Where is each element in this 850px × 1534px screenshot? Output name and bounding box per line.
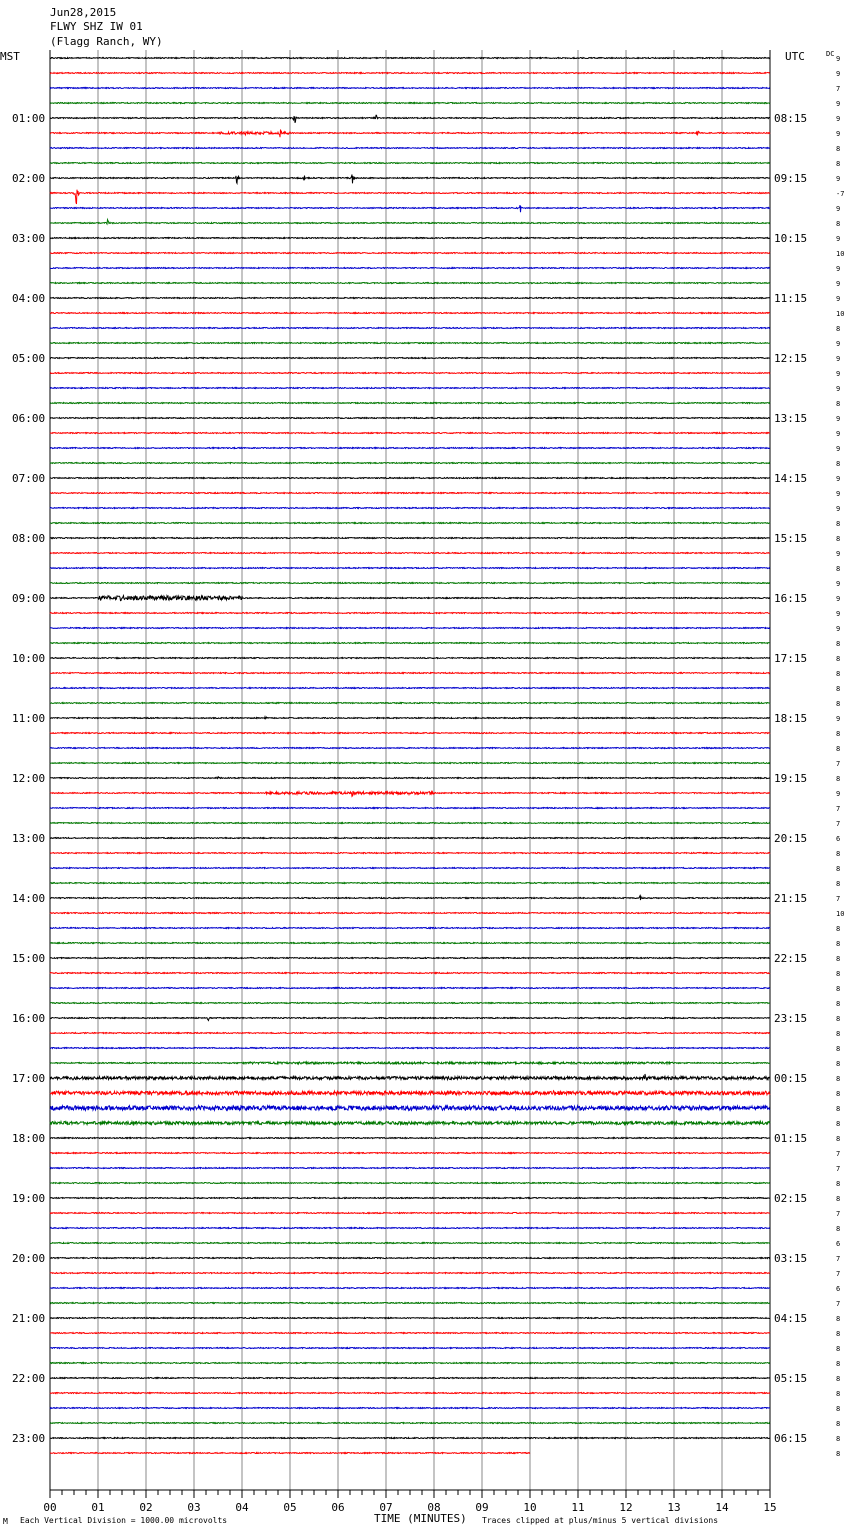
dc-offset-label: 8 — [836, 1315, 841, 1323]
x-tick-label: 00 — [43, 1501, 57, 1514]
dc-offset-label: 7 — [836, 1300, 841, 1308]
dc-offset-label: 8 — [836, 670, 841, 678]
mst-hour-label: 23:00 — [12, 1432, 46, 1445]
trace-line-8 — [50, 163, 770, 164]
trace-line-32 — [50, 523, 770, 524]
header-date: Jun28,2015 — [50, 6, 117, 19]
trace-line-48 — [50, 763, 770, 764]
trace-line-60 — [50, 943, 770, 944]
trace-line-27 — [50, 448, 770, 449]
dc-offset-label: 9 — [836, 430, 841, 438]
trace-line-50 — [50, 791, 770, 796]
dc-offset-label: 8 — [836, 1420, 841, 1428]
dc-offset-label: 8 — [836, 925, 841, 933]
dc-offset-label: 8 — [836, 520, 841, 528]
trace-line-87 — [50, 1348, 770, 1349]
x-tick-label: 04 — [235, 1501, 249, 1514]
trace-line-91 — [50, 1408, 770, 1409]
trace-line-88 — [50, 1363, 770, 1364]
x-tick-label: 01 — [91, 1501, 105, 1514]
x-tick-label: 14 — [715, 1501, 729, 1514]
trace-line-83 — [50, 1288, 770, 1289]
dc-offset-label: 8 — [836, 745, 841, 753]
dc-offset-label: 9 — [836, 475, 841, 483]
mst-hour-label: 16:00 — [12, 1012, 46, 1025]
dc-offset-label: 8 — [836, 400, 841, 408]
trace-line-90 — [50, 1393, 770, 1394]
trace-line-92 — [50, 1423, 770, 1424]
dc-offset-label: 10 — [836, 310, 845, 318]
dc-offset-label: 9 — [836, 370, 841, 378]
x-tick-label: 15 — [763, 1501, 777, 1514]
trace-line-28 — [50, 463, 770, 464]
trace-line-74 — [50, 1153, 770, 1154]
dc-offset-label: 7 — [836, 1270, 841, 1278]
x-tick-label: 05 — [283, 1501, 297, 1514]
trace-line-44 — [50, 703, 770, 704]
trace-line-63 — [50, 988, 770, 989]
trace-line-30 — [50, 493, 770, 494]
mst-hour-label: 09:00 — [12, 592, 46, 605]
dc-offset-label: 8 — [836, 730, 841, 738]
dc-offset-label: 7 — [836, 1255, 841, 1263]
header-station: FLWY SHZ IW 01 — [50, 20, 143, 33]
dc-offset-label: 8 — [836, 1015, 841, 1023]
trace-line-47 — [50, 748, 770, 749]
mst-hour-label: 03:00 — [12, 232, 46, 245]
utc-hour-label: 20:15 — [774, 832, 808, 845]
trace-line-86 — [50, 1333, 770, 1334]
trace-line-16 — [50, 283, 770, 284]
dc-offset-label: 9 — [836, 70, 841, 78]
trace-line-57 — [50, 896, 770, 900]
utc-hour-label: 14:15 — [774, 472, 808, 485]
dc-offset-label: 9 — [836, 295, 841, 303]
dc-offset-label: 8 — [836, 1075, 841, 1083]
utc-hour-label: 01:15 — [774, 1132, 808, 1145]
trace-line-66 — [50, 1033, 770, 1034]
mst-hour-label: 08:00 — [12, 532, 46, 545]
trace-line-14 — [50, 253, 770, 254]
trace-line-68 — [50, 1062, 770, 1064]
dc-offset-label: 8 — [836, 970, 841, 978]
dc-offset-label: 8 — [836, 535, 841, 543]
trace-line-54 — [50, 853, 770, 854]
x-tick-label: 02 — [139, 1501, 153, 1514]
trace-line-35 — [50, 568, 770, 569]
trace-line-55 — [50, 868, 770, 869]
trace-line-78 — [50, 1213, 770, 1214]
mst-hour-label: 21:00 — [12, 1312, 46, 1325]
trace-line-70 — [50, 1091, 770, 1096]
utc-hour-label: 00:15 — [774, 1072, 808, 1085]
dc-offset-label: 9 — [836, 550, 841, 558]
x-tick-label: 10 — [523, 1501, 537, 1514]
trace-line-9 — [50, 175, 770, 184]
dc-offset-label: 7 — [836, 85, 841, 93]
mst-hour-label: 18:00 — [12, 1132, 46, 1145]
trace-line-80 — [50, 1243, 770, 1244]
utc-hour-label: 11:15 — [774, 292, 808, 305]
dc-offset-label: 8 — [836, 220, 841, 228]
mst-hour-label: 12:00 — [12, 772, 46, 785]
dc-offset-label: 8 — [836, 325, 841, 333]
dc-offset-label: 8 — [836, 1000, 841, 1008]
x-tick-label: 09 — [475, 1501, 489, 1514]
trace-line-21 — [50, 358, 770, 359]
trace-line-89 — [50, 1378, 770, 1379]
utc-hour-label: 03:15 — [774, 1252, 808, 1265]
dc-offset-label: 8 — [836, 640, 841, 648]
mst-hour-label: 15:00 — [12, 952, 46, 965]
dc-offset-label: 9 — [836, 715, 841, 723]
dc-offset-label: 10 — [836, 910, 845, 918]
trace-line-2 — [50, 73, 770, 74]
dc-offset-label: 8 — [836, 865, 841, 873]
dc-offset-label: 8 — [836, 1135, 841, 1143]
mst-hour-label: 04:00 — [12, 292, 46, 305]
trace-line-67 — [50, 1048, 770, 1049]
utc-hour-label: 15:15 — [774, 532, 808, 545]
trace-line-56 — [50, 883, 770, 884]
dc-offset-label: 8 — [836, 1030, 841, 1038]
utc-hour-label: 10:15 — [774, 232, 808, 245]
trace-line-36 — [50, 583, 770, 584]
dc-offset-label: 9 — [836, 100, 841, 108]
trace-line-82 — [50, 1273, 770, 1274]
trace-line-77 — [50, 1198, 770, 1199]
trace-line-26 — [50, 433, 770, 434]
trace-line-73 — [50, 1138, 770, 1139]
dc-offset-label: 8 — [836, 1330, 841, 1338]
trace-line-5 — [50, 115, 770, 123]
trace-line-49 — [50, 777, 770, 779]
mst-hour-label: 07:00 — [12, 472, 46, 485]
dc-offset-label: 9 — [836, 490, 841, 498]
dc-offset-label: 8 — [836, 955, 841, 963]
x-tick-label: 06 — [331, 1501, 345, 1514]
trace-line-85 — [50, 1318, 770, 1319]
dc-offset-label: 8 — [836, 1045, 841, 1053]
dc-offset-label: 9 — [836, 355, 841, 363]
trace-line-41 — [50, 658, 770, 659]
utc-hour-label: 05:15 — [774, 1372, 808, 1385]
trace-line-37 — [50, 596, 770, 601]
utc-hour-label: 06:15 — [774, 1432, 808, 1445]
dc-offset-label: 9 — [836, 175, 841, 183]
trace-line-1 — [50, 58, 770, 59]
mst-hour-label: 13:00 — [12, 832, 46, 845]
trace-line-62 — [50, 973, 770, 974]
utc-hour-label: 18:15 — [774, 712, 808, 725]
dc-offset-label: 9 — [836, 385, 841, 393]
x-tick-label: 11 — [571, 1501, 585, 1514]
trace-line-94 — [50, 1453, 530, 1454]
dc-offset-label: 8 — [836, 775, 841, 783]
trace-line-71 — [50, 1106, 770, 1111]
utc-hour-labels — [774, 112, 807, 1445]
mst-hour-label: 01:00 — [12, 112, 46, 125]
dc-offset-label: 9 — [836, 265, 841, 273]
dc-offset-label: 8 — [836, 1390, 841, 1398]
trace-line-23 — [50, 388, 770, 389]
trace-line-53 — [50, 838, 770, 839]
left-axis-title: MST — [0, 50, 20, 63]
utc-hour-label: 23:15 — [774, 1012, 808, 1025]
trace-line-45 — [50, 717, 770, 719]
trace-line-42 — [50, 673, 770, 674]
mst-hour-labels — [12, 112, 45, 1445]
dc-offset-label: 6 — [836, 835, 841, 843]
trace-line-29 — [50, 478, 770, 479]
dc-offset-label: 8 — [836, 850, 841, 858]
trace-line-38 — [50, 613, 770, 614]
mst-hour-label: 10:00 — [12, 652, 46, 665]
trace-line-84 — [50, 1303, 770, 1304]
trace-line-19 — [50, 328, 770, 329]
utc-hour-label: 02:15 — [774, 1192, 808, 1205]
trace-line-13 — [50, 238, 770, 239]
dc-offset-label: 7 — [836, 895, 841, 903]
trace-line-93 — [50, 1438, 770, 1439]
mst-hour-label: 02:00 — [12, 172, 46, 185]
trace-line-15 — [50, 268, 770, 269]
trace-line-40 — [50, 643, 770, 644]
dc-offset-label: 9 — [836, 130, 841, 138]
clip-note: Traces clipped at plus/minus 5 vertical divisions — [482, 1516, 719, 1525]
dc-offset-label: 8 — [836, 700, 841, 708]
x-tick-label: 13 — [667, 1501, 681, 1514]
x-axis — [43, 1490, 776, 1514]
utc-hour-label: 19:15 — [774, 772, 808, 785]
dc-offset-label: 9 — [836, 280, 841, 288]
trace-line-31 — [50, 508, 770, 509]
mst-hour-label: 22:00 — [12, 1372, 46, 1385]
dc-offset-label: 8 — [836, 940, 841, 948]
trace-line-75 — [50, 1168, 770, 1169]
header-location: (Flagg Ranch, WY) — [50, 35, 163, 48]
x-axis-title: TIME (MINUTES) — [374, 1512, 467, 1525]
dc-offset-label: 9 — [836, 415, 841, 423]
mst-hour-label: 17:00 — [12, 1072, 46, 1085]
dc-offset-label: 8 — [836, 565, 841, 573]
dc-offset-label: 6 — [836, 1285, 841, 1293]
dc-offset-label: 8 — [836, 1375, 841, 1383]
right-axis-title: UTC — [785, 50, 805, 63]
dc-offset-label: 7 — [836, 760, 841, 768]
dc-offset-labels — [836, 55, 844, 1458]
mst-hour-label: 19:00 — [12, 1192, 46, 1205]
dc-offset-label: 8 — [836, 985, 841, 993]
dc-offset-label: 9 — [836, 115, 841, 123]
trace-line-46 — [50, 733, 770, 734]
dc-offset-label: 8 — [836, 655, 841, 663]
mst-hour-label: 11:00 — [12, 712, 46, 725]
trace-line-17 — [50, 298, 770, 299]
seismic-traces — [50, 58, 770, 1454]
trace-line-76 — [50, 1183, 770, 1184]
dc-offset-label: 8 — [836, 145, 841, 153]
utc-hour-label: 08:15 — [774, 112, 808, 125]
corner-mark: M — [3, 1517, 8, 1526]
dc-offset-label: 9 — [836, 235, 841, 243]
trace-line-10 — [50, 190, 770, 204]
dc-offset-label: 8 — [836, 1195, 841, 1203]
trace-line-72 — [50, 1122, 770, 1125]
trace-line-58 — [50, 913, 770, 914]
trace-line-4 — [50, 103, 770, 104]
dc-offset-label: 9 — [836, 205, 841, 213]
dc-offset-label: 8 — [836, 1060, 841, 1068]
utc-hour-label: 16:15 — [774, 592, 808, 605]
trace-line-7 — [50, 148, 770, 149]
mst-hour-label: 06:00 — [12, 412, 46, 425]
trace-line-79 — [50, 1228, 770, 1229]
x-tick-label: 03 — [187, 1501, 201, 1514]
dc-offset-label: 7 — [836, 820, 841, 828]
utc-hour-label: 09:15 — [774, 172, 808, 185]
trace-line-43 — [50, 688, 770, 689]
dc-offset-label: 8 — [836, 1405, 841, 1413]
utc-hour-label: 17:15 — [774, 652, 808, 665]
dc-offset-label: 8 — [836, 1450, 841, 1458]
mst-hour-label: 05:00 — [12, 352, 46, 365]
trace-line-65 — [50, 1017, 770, 1020]
dc-offset-label: 7 — [836, 805, 841, 813]
x-tick-label: 12 — [619, 1501, 633, 1514]
dc-offset-label: 8 — [836, 1120, 841, 1128]
scale-note: Each Vertical Division = 1000.00 microvolts — [20, 1516, 228, 1525]
dc-offset-label: 10 — [836, 250, 845, 258]
trace-line-12 — [50, 220, 770, 224]
dc-offset-label: 8 — [836, 460, 841, 468]
dc-offset-label: 7 — [836, 1150, 841, 1158]
dc-offset-label: -7 — [836, 190, 845, 198]
trace-line-81 — [50, 1258, 770, 1259]
trace-line-22 — [50, 373, 770, 374]
trace-line-51 — [50, 808, 770, 809]
time-gridlines — [50, 50, 770, 1490]
trace-line-25 — [50, 418, 770, 419]
trace-line-33 — [50, 538, 770, 539]
dc-offset-label: 9 — [836, 595, 841, 603]
mst-hour-label: 14:00 — [12, 892, 46, 905]
trace-line-11 — [50, 205, 770, 212]
utc-hour-label: 12:15 — [774, 352, 808, 365]
dc-offset-label: 9 — [836, 55, 841, 63]
utc-hour-label: 04:15 — [774, 1312, 808, 1325]
dc-offset-label: 8 — [836, 1360, 841, 1368]
trace-line-34 — [50, 553, 770, 554]
dc-offset-label: 9 — [836, 625, 841, 633]
x-tick-label: 08 — [427, 1501, 441, 1514]
dc-offset-label: 8 — [836, 1180, 841, 1188]
dc-offset-label: 9 — [836, 505, 841, 513]
dc-offset-label: 8 — [836, 1090, 841, 1098]
dc-offset-label: 9 — [836, 790, 841, 798]
trace-line-64 — [50, 1003, 770, 1004]
trace-line-39 — [50, 628, 770, 629]
dc-offset-label: 7 — [836, 1165, 841, 1173]
dc-offset-label: 8 — [836, 1345, 841, 1353]
trace-line-18 — [50, 313, 770, 314]
trace-line-20 — [50, 343, 770, 344]
trace-line-59 — [50, 928, 770, 929]
trace-line-61 — [50, 958, 770, 959]
trace-line-24 — [50, 403, 770, 404]
dc-offset-label: 8 — [836, 1435, 841, 1443]
dc-offset-label: 8 — [836, 1225, 841, 1233]
trace-line-3 — [50, 88, 770, 89]
dc-offset-label: 9 — [836, 340, 841, 348]
trace-line-52 — [50, 823, 770, 824]
dc-offset-label: 8 — [836, 685, 841, 693]
dc-offset-label: 8 — [836, 160, 841, 168]
trace-line-6 — [50, 130, 770, 138]
dc-offset-label: 9 — [836, 610, 841, 618]
dc-label: DC — [826, 50, 835, 58]
utc-hour-label: 13:15 — [774, 412, 808, 425]
mst-hour-label: 20:00 — [12, 1252, 46, 1265]
dc-offset-label: 8 — [836, 880, 841, 888]
trace-line-69 — [50, 1074, 770, 1080]
x-tick-label: 07 — [379, 1501, 393, 1514]
dc-offset-label: 9 — [836, 580, 841, 588]
dc-offset-label: 9 — [836, 445, 841, 453]
dc-offset-label: 6 — [836, 1240, 841, 1248]
utc-hour-label: 22:15 — [774, 952, 808, 965]
dc-offset-label: 7 — [836, 1210, 841, 1218]
dc-offset-label: 8 — [836, 1105, 841, 1113]
utc-hour-label: 21:15 — [774, 892, 808, 905]
